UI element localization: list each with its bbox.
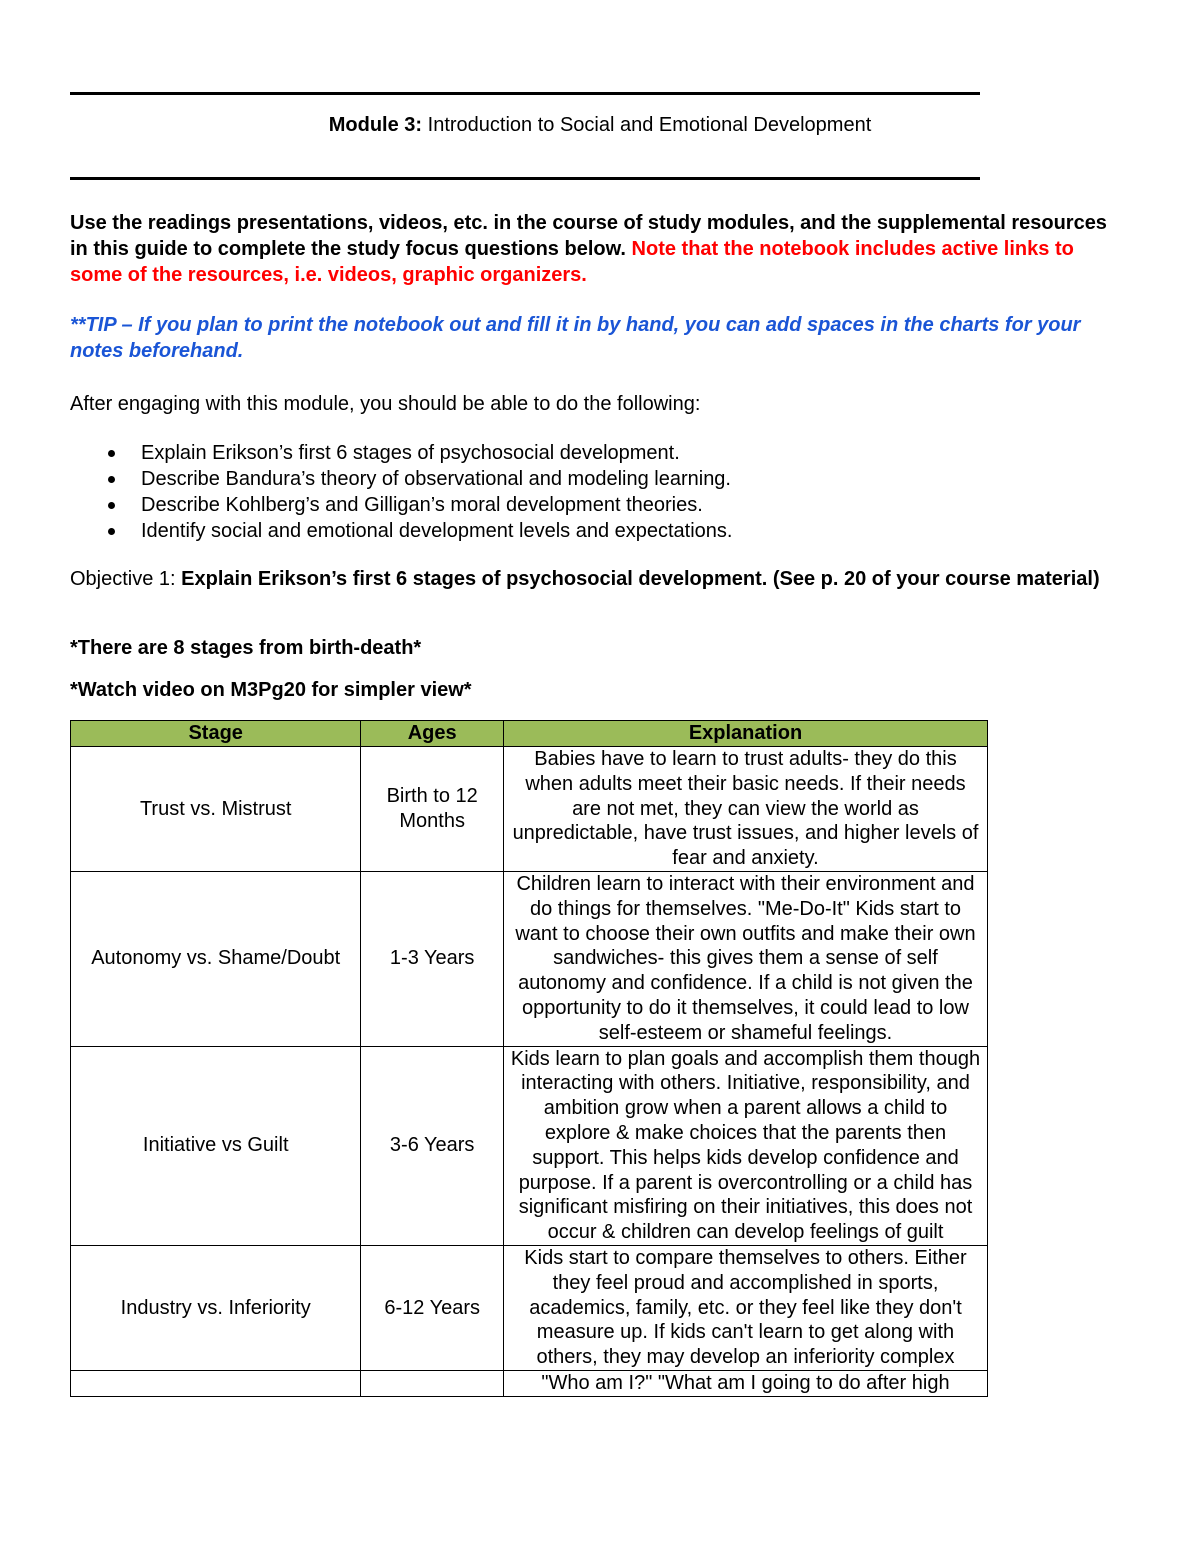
- module-label: Module 3:: [328, 114, 423, 136]
- tip-paragraph: **TIP – If you plan to print the notebook out and fill it in by hand, you can add spaces in the charts for your notes beforehand.: [70, 314, 1081, 362]
- bottom-rule: [70, 177, 980, 180]
- top-rule: [70, 92, 980, 95]
- stage-cell: Trust vs. Mistrust: [71, 747, 361, 872]
- explanation-cell: "Who am I?" "What am I going to do after high: [503, 1370, 987, 1396]
- intro-note-red: Note that the notebook includes active links to some of the resources, i.e. videos, graphic organizers.: [70, 238, 1074, 286]
- header-ages: Ages: [361, 721, 504, 747]
- bullet-icon: [108, 502, 115, 509]
- module-title: Introduction to Social and Emotional Development: [422, 114, 872, 136]
- bullet-icon: [108, 450, 115, 457]
- ages-cell: 6-12 Years: [361, 1245, 504, 1370]
- list-item: Explain Erikson’s first 6 stages of psychosocial development.: [100, 440, 732, 466]
- video-note: *Watch video on M3Pg20 for simpler view*: [70, 679, 472, 701]
- list-item: Describe Bandura’s theory of observational and modeling learning.: [100, 466, 732, 492]
- table-row: [71, 747, 988, 872]
- table-row: [71, 1370, 988, 1396]
- explanation-cell: Babies have to learn to trust adults- they do this when adults meet their basic needs. If their needs are not met, they can view the world as unpredictable, have trust issues, and higher levels of fear and anxiety.: [503, 747, 987, 872]
- table-header-row: [71, 721, 988, 747]
- header-explanation: Explanation: [503, 721, 987, 747]
- explanation-cell: Kids start to compare themselves to others. Either they feel proud and accomplished in sports, academics, family, etc. or they feel like they don't measure up. If kids can't learn to get along with others, they may develop an inferiority complex: [503, 1245, 987, 1370]
- table-row: [71, 871, 988, 1046]
- ages-cell: 1-3 Years: [361, 871, 504, 1046]
- explanation-cell: Kids learn to plan goals and accomplish them though interacting with others. Initiative, responsibility, and ambition grow when a parent allows a child to explore & make choices that the parents then support. This helps kids develop confidence and purpose. If a parent is overcontrolling or a child has significant misfiring on their initiatives, this does not occur & children can develop feelings of guilt: [503, 1046, 987, 1245]
- stage-cell: [71, 1370, 361, 1396]
- intro-paragraph: [70, 210, 1130, 288]
- stage-cell: Autonomy vs. Shame/Doubt: [71, 871, 361, 1046]
- intro-text: Use the readings presentations, videos, etc. in the course of study modules, and the supplemental resources in this guide to complete the study focus questions below.: [70, 212, 1107, 260]
- stages-note: *There are 8 stages from birth-death*: [70, 637, 422, 659]
- ages-cell: Birth to 12 Months: [361, 747, 504, 872]
- objective-1-heading: [70, 566, 1130, 593]
- table-row: [71, 1046, 988, 1245]
- objective-label: Objective 1:: [70, 568, 176, 590]
- ages-cell: [361, 1370, 504, 1396]
- module-heading: [0, 114, 1200, 137]
- objective-text: Explain Erikson’s first 6 stages of psychosocial development. (See p. 20 of your course material): [175, 568, 1100, 590]
- header-stage: Stage: [71, 721, 361, 747]
- bullet-icon: [108, 528, 115, 535]
- ages-cell: 3-6 Years: [361, 1046, 504, 1245]
- after-engaging-text: After engaging with this module, you should be able to do the following:: [70, 393, 701, 415]
- stage-cell: Industry vs. Inferiority: [71, 1245, 361, 1370]
- erikson-stages-table: [70, 720, 988, 1397]
- objectives-list: [100, 440, 732, 544]
- explanation-cell: Children learn to interact with their environment and do things for themselves. "Me-Do-It" Kids start to want to choose their own outfits and make their own sandwiches- this gives them a sense of self autonomy and confidence. If a child is not given the opportunity to do it themselves, it could lead to low self-esteem or shameful feelings.: [503, 871, 987, 1046]
- table-row: [71, 1245, 988, 1370]
- list-item: Identify social and emotional development levels and expectations.: [100, 518, 732, 544]
- bullet-icon: [108, 476, 115, 483]
- stage-cell: Initiative vs Guilt: [71, 1046, 361, 1245]
- list-item: Describe Kohlberg’s and Gilligan’s moral development theories.: [100, 492, 732, 518]
